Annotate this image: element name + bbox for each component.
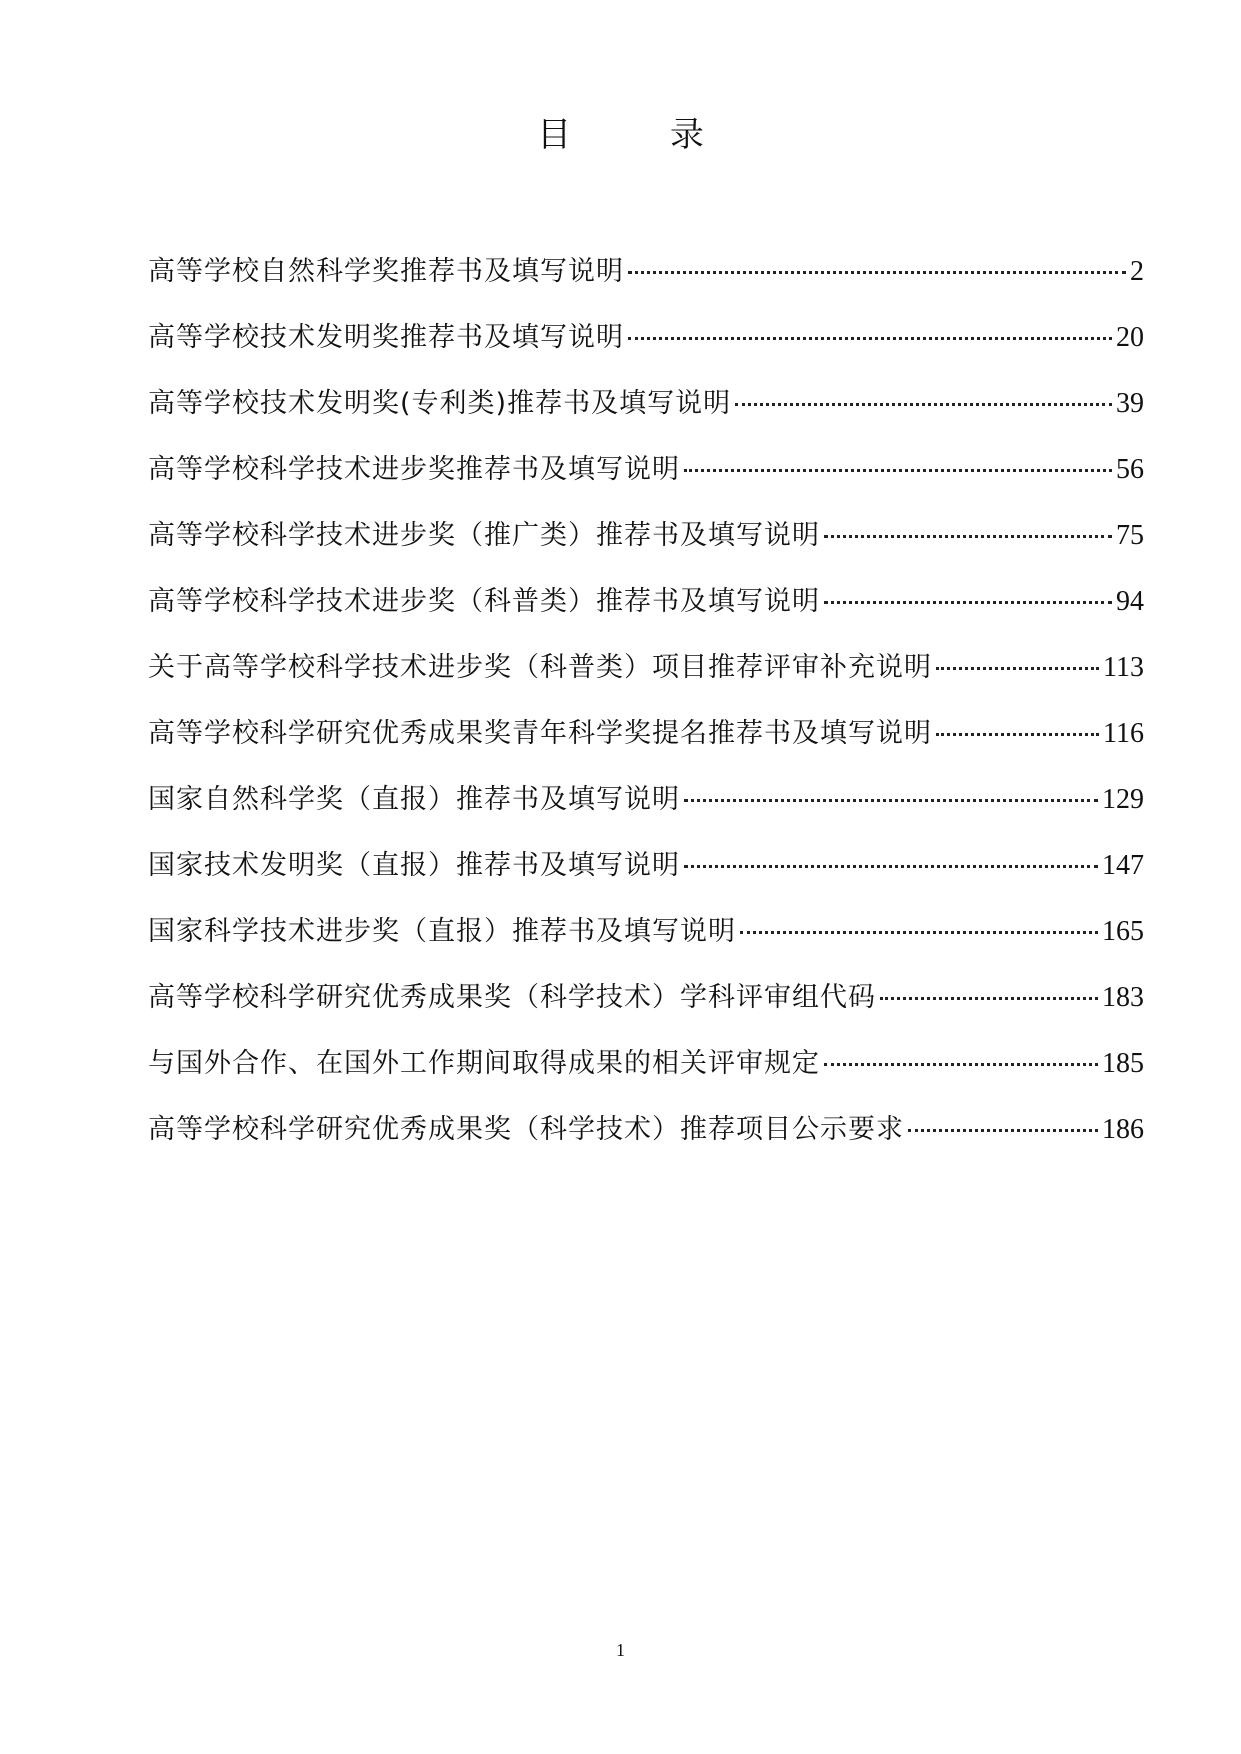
toc-entry[interactable] xyxy=(148,849,1144,915)
toc-entry[interactable] xyxy=(148,783,1144,849)
toc-dot-leader xyxy=(740,931,1098,934)
toc-entry-title: 国家技术发明奖（直报）推荐书及填写说明 xyxy=(148,850,680,881)
toc-entry-title: 高等学校科学研究优秀成果奖青年科学奖提名推荐书及填写说明 xyxy=(148,718,932,749)
toc-entry-page: 113 xyxy=(1103,652,1144,683)
toc-entry[interactable] xyxy=(148,519,1144,585)
toc-entry-page: 75 xyxy=(1116,520,1144,551)
toc-dot-leader xyxy=(936,733,1099,736)
toc-entry-title: 与国外合作、在国外工作期间取得成果的相关评审规定 xyxy=(148,1048,820,1079)
toc-entry-title: 高等学校科学研究优秀成果奖（科学技术）学科评审组代码 xyxy=(148,982,876,1013)
toc-dot-leader xyxy=(684,469,1112,472)
toc-entry-title: 高等学校科学技术进步奖（推广类）推荐书及填写说明 xyxy=(148,520,820,551)
toc-dot-leader xyxy=(735,403,1112,406)
toc-entry[interactable] xyxy=(148,981,1144,1047)
page-number: 1 xyxy=(616,1640,625,1660)
toc-entry[interactable] xyxy=(148,915,1144,981)
toc-dot-leader xyxy=(628,271,1126,274)
toc-dot-leader xyxy=(684,799,1098,802)
toc-dot-leader xyxy=(824,1063,1098,1066)
toc-dot-leader xyxy=(684,865,1098,868)
toc-entry[interactable] xyxy=(148,1113,1144,1179)
toc-entry-page: 20 xyxy=(1116,322,1144,353)
toc-entry[interactable] xyxy=(148,651,1144,717)
toc-entry-title: 高等学校技术发明奖(专利类)推荐书及填写说明 xyxy=(148,388,732,419)
page-title: 目 录 xyxy=(537,115,748,155)
table-of-contents xyxy=(148,255,1144,1179)
toc-entry-title: 高等学校技术发明奖推荐书及填写说明 xyxy=(148,322,624,353)
toc-entry-page: 165 xyxy=(1102,916,1144,947)
toc-entry[interactable] xyxy=(148,387,1144,453)
toc-dot-leader xyxy=(628,337,1112,340)
toc-dot-leader xyxy=(824,601,1112,604)
toc-entry-title: 高等学校科学技术进步奖（科普类）推荐书及填写说明 xyxy=(148,586,820,617)
toc-entry-page: 56 xyxy=(1116,454,1144,485)
toc-entry-page: 129 xyxy=(1102,784,1144,815)
toc-entry-page: 183 xyxy=(1102,982,1144,1013)
toc-entry-title: 国家科学技术进步奖（直报）推荐书及填写说明 xyxy=(148,916,736,947)
toc-entry-page: 94 xyxy=(1116,586,1144,617)
toc-dot-leader xyxy=(936,667,1099,670)
toc-entry[interactable] xyxy=(148,255,1144,321)
toc-dot-leader xyxy=(908,1129,1098,1132)
toc-entry[interactable] xyxy=(148,321,1144,387)
toc-entry-title: 国家自然科学奖（直报）推荐书及填写说明 xyxy=(148,784,680,815)
toc-dot-leader xyxy=(824,535,1112,538)
toc-entry-page: 147 xyxy=(1102,850,1144,881)
toc-entry-page: 2 xyxy=(1130,256,1144,287)
toc-entry[interactable] xyxy=(148,585,1144,651)
toc-entry-page: 116 xyxy=(1103,718,1144,749)
toc-entry-page: 39 xyxy=(1116,388,1144,419)
toc-entry-page: 186 xyxy=(1102,1114,1144,1145)
toc-entry-title: 高等学校自然科学奖推荐书及填写说明 xyxy=(148,256,624,287)
toc-entry[interactable] xyxy=(148,717,1144,783)
toc-entry-title: 关于高等学校科学技术进步奖（科普类）项目推荐评审补充说明 xyxy=(148,652,932,683)
toc-entry-page: 185 xyxy=(1102,1048,1144,1079)
toc-dot-leader xyxy=(880,997,1098,1000)
toc-entry[interactable] xyxy=(148,1047,1144,1113)
toc-entry-title: 高等学校科学研究优秀成果奖（科学技术）推荐项目公示要求 xyxy=(148,1114,904,1145)
toc-entry-title: 高等学校科学技术进步奖推荐书及填写说明 xyxy=(148,454,680,485)
toc-entry[interactable] xyxy=(148,453,1144,519)
